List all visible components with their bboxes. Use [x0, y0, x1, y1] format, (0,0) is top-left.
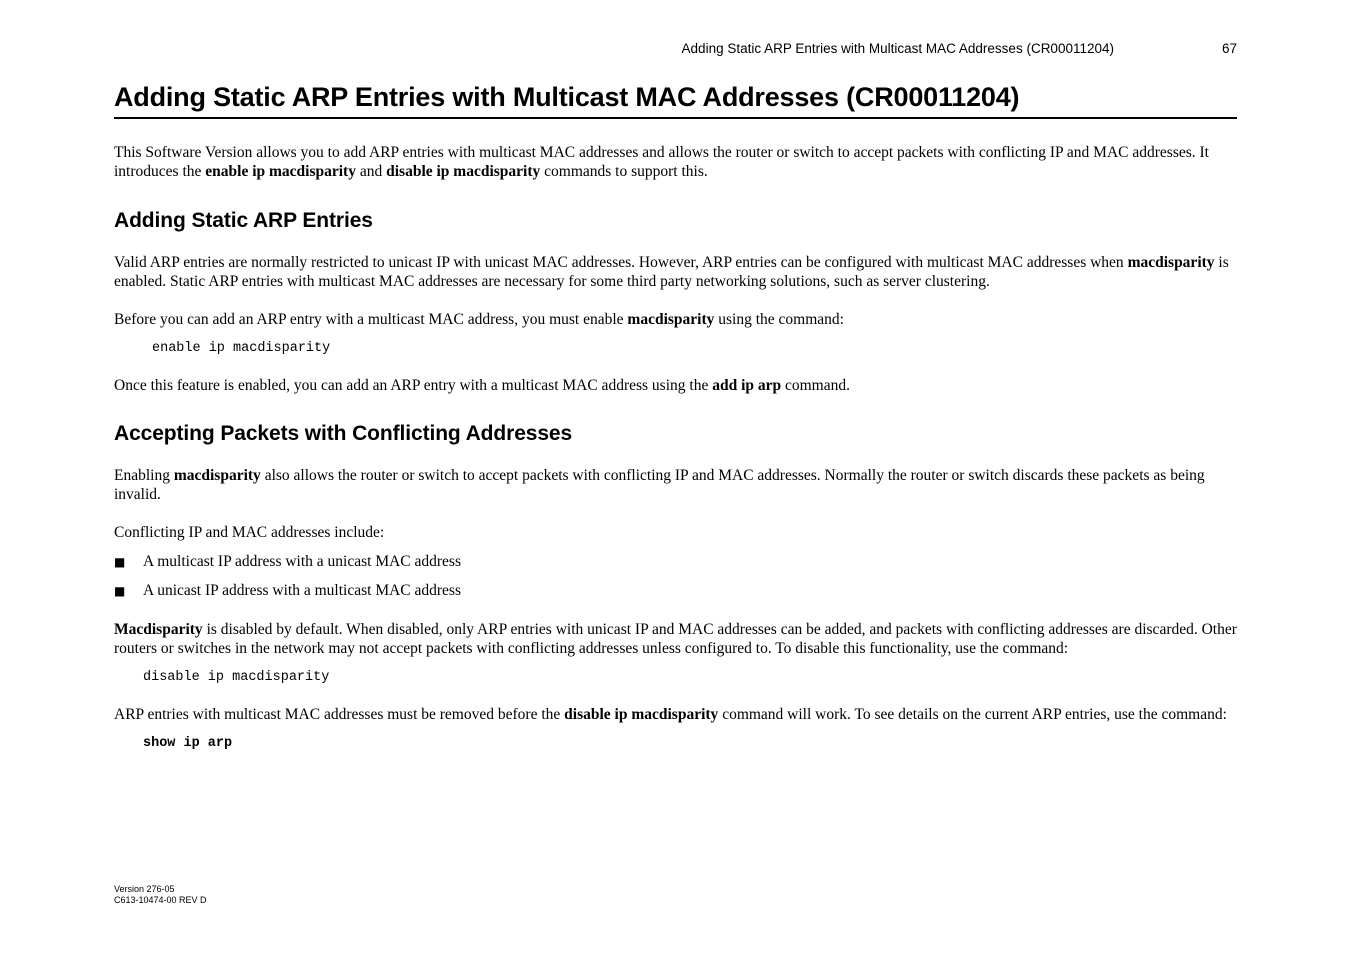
paragraph: ARP entries with multicast MAC addresses must be removed before the disable ip macdisparity command will work. To see details on the current ARP entries, use the command: — [114, 706, 1227, 723]
document-body — [114, 143, 1237, 753]
code-block-enable-macdisparity: enable ip macdisparity — [152, 341, 331, 356]
page-number: 67 — [1221, 41, 1237, 56]
keyword: Macdisparity — [114, 621, 203, 638]
paragraph: Enabling macdisparity also allows the router or switch to accept packets with conflicting IP and MAC addresses. Normally the router or switch discards these packets as being invalid. — [114, 467, 1205, 503]
bullet-list — [114, 552, 1237, 600]
paragraph: Before you can add an ARP entry with a multicast MAC address, you must enable macdisparity using the command: — [114, 311, 844, 328]
intro-paragraph: This Software Version allows you to add ARP entries with multicast MAC addresses and allows the router or switch to accept packets with conflicting IP and MAC addresses. It introduces the enable ip macdisparity and disable ip macdisparity commands to support this. — [114, 144, 1209, 180]
page-title: Adding Static ARP Entries with Multicast MAC Addresses (CR00011204) — [114, 82, 1237, 119]
section-heading-accepting-packets: Accepting Packets with Conflicting Addresses — [114, 422, 573, 445]
command-reference: enable ip macdisparity — [205, 163, 356, 180]
paragraph: Macdisparity is disabled by default. When disabled, only ARP entries with unicast IP and MAC addresses can be added, and packets with conflicting addresses are discarded. Other routers or switches in the network may not accept packets with conflicting addresses unless configured to. To disable this functionality, use the command: — [114, 621, 1237, 657]
square-bullet-icon: ■ — [114, 584, 126, 598]
paragraph: Conflicting IP and MAC addresses include: — [114, 524, 385, 541]
section-heading-adding-static-arp-entries: Adding Static ARP Entries — [114, 209, 373, 232]
footer-version: Version 276-05 — [114, 884, 175, 894]
paragraph: Once this feature is enabled, you can add an ARP entry with a multicast MAC address using the add ip arp command. — [114, 377, 850, 394]
command-reference: disable ip macdisparity — [564, 706, 719, 723]
list-item: ■ A multicast IP address with a unicast MAC address — [114, 553, 461, 570]
running-head — [114, 41, 1237, 61]
footer-document-id: C613-10474-00 REV D — [114, 895, 207, 905]
running-head-title: Adding Static ARP Entries with Multicast MAC Addresses (CR00011204) — [681, 41, 1114, 56]
paragraph: Valid ARP entries are normally restricted to unicast IP with unicast MAC addresses. However, ARP entries can be configured with multicast MAC addresses when macdisparity is enabled. Static ARP entries with multicast MAC addresses are necessary for some third party networking solutions, such as server clustering. — [114, 254, 1229, 290]
keyword: macdisparity — [627, 311, 715, 328]
square-bullet-icon: ■ — [114, 555, 126, 569]
keyword: macdisparity — [173, 467, 261, 484]
code-block-disable-macdisparity: disable ip macdisparity — [143, 670, 330, 685]
command-reference: disable ip macdisparity — [386, 163, 541, 180]
keyword: macdisparity — [1127, 254, 1215, 271]
footer — [114, 884, 207, 906]
list-item: ■ A unicast IP address with a multicast MAC address — [114, 582, 461, 599]
code-block-show-ip-arp: show ip arp — [143, 736, 233, 751]
command-reference: add ip arp — [712, 377, 782, 394]
